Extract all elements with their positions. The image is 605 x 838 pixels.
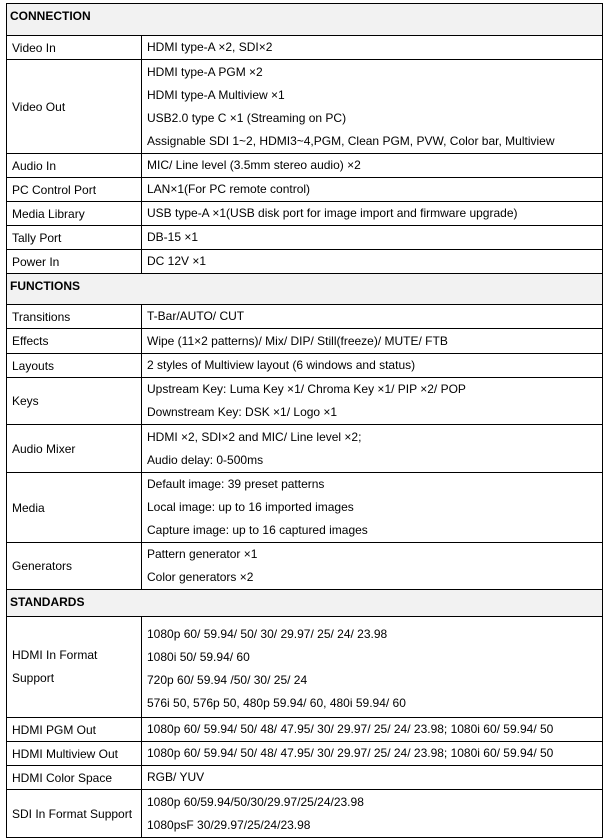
spec-row-effects — [7, 329, 603, 354]
spec-value — [142, 36, 603, 60]
spec-label-line: Support — [12, 671, 55, 685]
spec-value-line: MIC/ Line level (3.5mm stereo audio) ×2 — [147, 158, 361, 172]
spec-value-line: Assignable SDI 1~2, HDMI3~4,PGM, Clean PGM, PVW, Color bar, Multiview — [147, 133, 555, 148]
spec-value — [142, 354, 603, 378]
spec-row-hdmi-in-format — [7, 617, 603, 718]
spec-value — [142, 790, 603, 838]
spec-value-line: 1080p 60/59.94/50/30/29.97/25/24/23.98 — [147, 794, 364, 809]
spec-value-line: HDMI type-A ×2, SDI×2 — [147, 40, 273, 54]
spec-label: Video Out — [7, 60, 142, 154]
spec-label: Audio In — [7, 154, 142, 178]
spec-value-line: 576i 50, 576p 50, 480p 59.94/ 60, 480i 59.94/ 60 — [147, 696, 406, 710]
spec-row-tally-port — [7, 226, 603, 250]
section-header-functions — [7, 274, 603, 305]
spec-value — [142, 202, 603, 226]
spec-row-pc-control-port — [7, 178, 603, 202]
spec-row-sdi-in-format — [7, 790, 603, 838]
section-header-connection — [7, 4, 603, 36]
spec-value-line: Audio delay: 0-500ms — [147, 452, 264, 467]
spec-label-line: HDMI In Format — [12, 648, 98, 662]
spec-value — [142, 60, 603, 154]
spec-value — [142, 329, 603, 354]
spec-row-media — [7, 473, 603, 543]
spec-row-video-in — [7, 36, 603, 60]
spec-value — [142, 718, 603, 742]
spec-value — [142, 742, 603, 766]
spec-label: HDMI Color Space — [7, 766, 142, 790]
spec-label: Layouts — [7, 354, 142, 378]
section-title: FUNCTIONS — [7, 274, 603, 305]
spec-value-line: 1080p 60/ 59.94/ 50/ 48/ 47.95/ 30/ 29.97/ 25/ 24/ 23.98; 1080i 60/ 59.94/ 50 — [147, 746, 554, 760]
spec-label: PC Control Port — [7, 178, 142, 202]
spec-label — [7, 617, 142, 718]
spec-value-line: 1080p 60/ 59.94/ 50/ 30/ 29.97/ 25/ 24/ 23.98 — [147, 627, 388, 641]
spec-label: HDMI Multiview Out — [7, 742, 142, 766]
spec-value-line: DB-15 ×1 — [147, 230, 199, 244]
spec-value-line: 1080psF 30/29.97/25/24/23.98 — [147, 817, 311, 832]
spec-value — [142, 154, 603, 178]
spec-value-line: Local image: up to 16 imported images — [147, 500, 354, 514]
spec-value — [142, 178, 603, 202]
spec-value-line: Pattern generator ×1 — [147, 547, 258, 561]
spec-label: Tally Port — [7, 226, 142, 250]
spec-value-line: USB2.0 type C ×1 (Streaming on PC) — [147, 110, 347, 125]
spec-value-line: USB type-A ×1(USB disk port for image import and firmware upgrade) — [147, 206, 518, 220]
spec-value-line: HDMI type-A Multiview ×1 — [147, 87, 285, 102]
section-title: CONNECTION — [7, 4, 603, 36]
specifications-table — [6, 3, 603, 838]
spec-value — [142, 425, 603, 473]
spec-value — [142, 766, 603, 790]
spec-value-line: Upstream Key: Luma Key ×1/ Chroma Key ×1/ PIP ×2/ POP — [147, 382, 466, 396]
spec-value-line: Capture image: up to 16 captured images — [147, 523, 368, 537]
spec-value — [142, 250, 603, 274]
spec-label: Power In — [7, 250, 142, 274]
spec-row-layouts — [7, 354, 603, 378]
section-header-standards — [7, 590, 603, 617]
spec-label: Media — [7, 473, 142, 543]
spec-row-media-library — [7, 202, 603, 226]
spec-label: Effects — [7, 329, 142, 354]
spec-label: Video In — [7, 36, 142, 60]
spec-value-line: DC 12V ×1 — [147, 254, 207, 268]
spec-value-line: T-Bar/AUTO/ CUT — [147, 309, 245, 323]
spec-value — [142, 305, 603, 329]
section-title: STANDARDS — [7, 590, 603, 617]
spec-label: Transitions — [7, 305, 142, 329]
spec-label: Media Library — [7, 202, 142, 226]
spec-row-audio-in — [7, 154, 603, 178]
spec-row-power-in — [7, 250, 603, 274]
spec-value-line: LAN×1(For PC remote control) — [147, 182, 311, 196]
spec-value-line: 720p 60/ 59.94 /50/ 30/ 25/ 24 — [147, 673, 308, 687]
spec-value-line: 2 styles of Multiview layout (6 windows and status) — [147, 358, 416, 372]
spec-label: Audio Mixer — [7, 425, 142, 473]
spec-row-transitions — [7, 305, 603, 329]
spec-row-video-out — [7, 60, 603, 154]
spec-value-line: HDMI type-A PGM ×2 — [147, 64, 263, 79]
spec-value — [142, 473, 603, 543]
spec-label: Keys — [7, 378, 142, 425]
spec-row-hdmi-color-space — [7, 766, 603, 790]
spec-row-generators — [7, 543, 603, 590]
spec-value — [142, 378, 603, 425]
spec-value-line: 1080i 50/ 59.94/ 60 — [147, 650, 250, 664]
spec-value-line: HDMI ×2, SDI×2 and MIC/ Line level ×2; — [147, 429, 362, 444]
spec-label: HDMI PGM Out — [7, 718, 142, 742]
spec-value-line: RGB/ YUV — [147, 770, 205, 784]
spec-row-audio-mixer — [7, 425, 603, 473]
spec-label: SDI In Format Support — [7, 790, 142, 838]
spec-value — [142, 543, 603, 590]
spec-row-hdmi-multiview-out — [7, 742, 603, 766]
spec-value-line: Downstream Key: DSK ×1/ Logo ×1 — [147, 405, 338, 419]
spec-value — [142, 226, 603, 250]
spec-value-line: 1080p 60/ 59.94/ 50/ 48/ 47.95/ 30/ 29.97/ 25/ 24/ 23.98; 1080i 60/ 59.94/ 50 — [147, 722, 554, 736]
spec-label: Generators — [7, 543, 142, 590]
spec-value-line: Wipe (11×2 patterns)/ Mix/ DIP/ Still(freeze)/ MUTE/ FTB — [147, 333, 448, 348]
spec-value-line: Default image: 39 preset patterns — [147, 477, 325, 491]
spec-value — [142, 617, 603, 718]
spec-row-keys — [7, 378, 603, 425]
spec-row-hdmi-pgm-out — [7, 718, 603, 742]
spec-value-line: Color generators ×2 — [147, 570, 254, 584]
